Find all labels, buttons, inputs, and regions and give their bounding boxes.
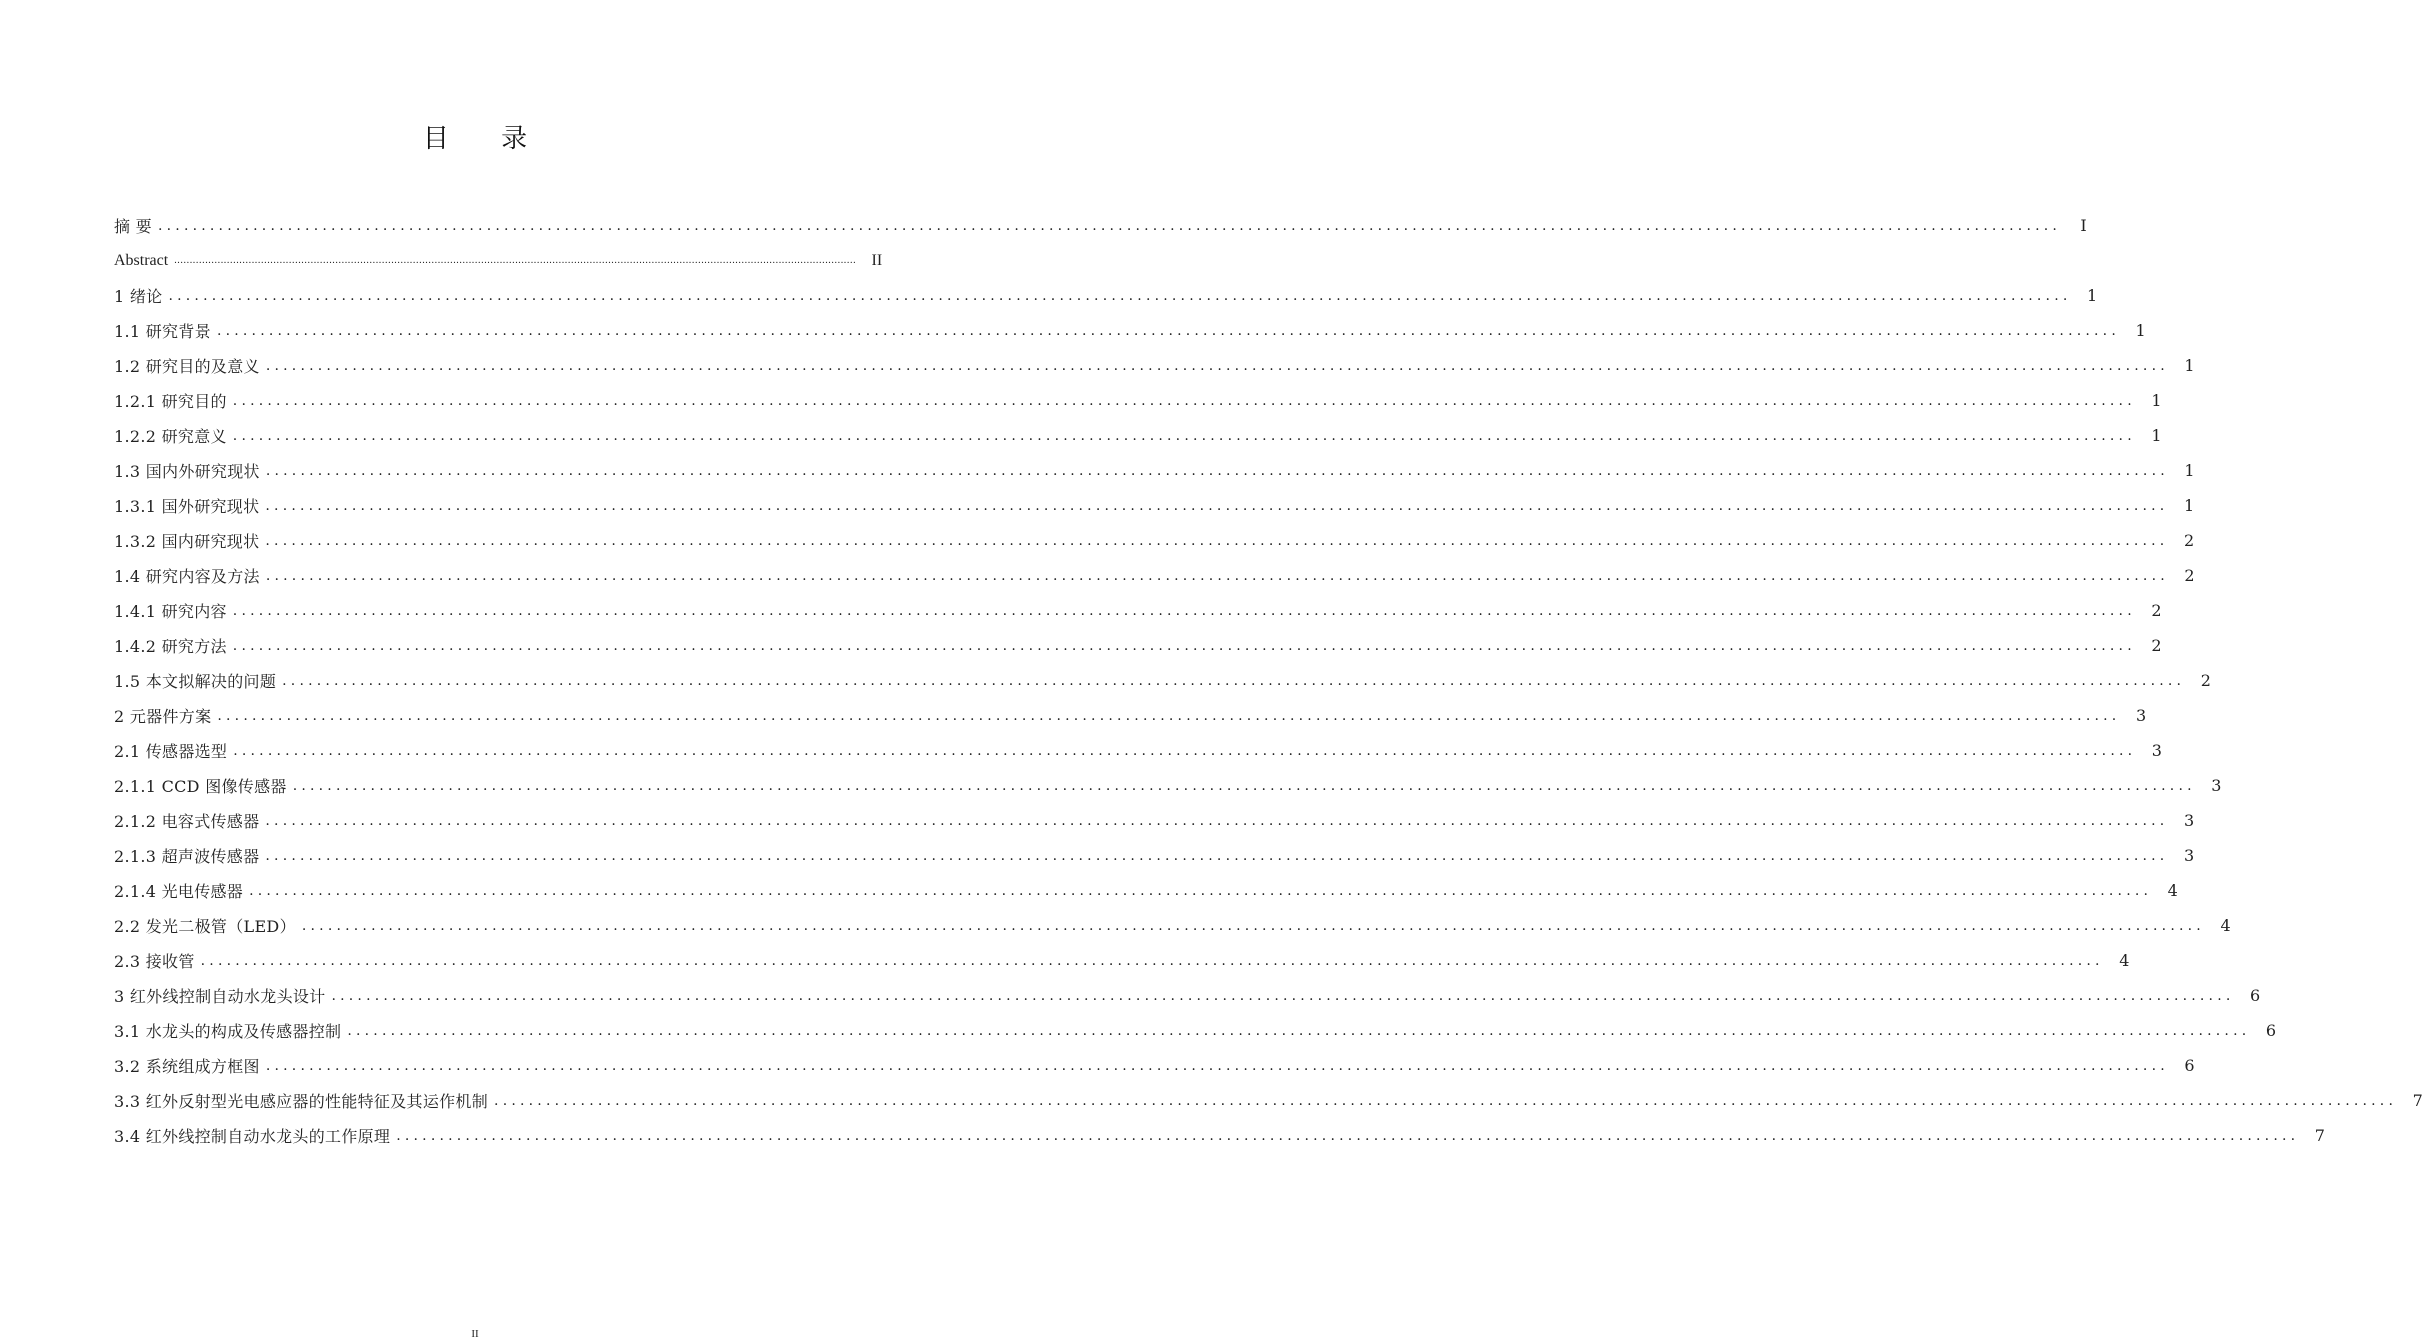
toc-entry[interactable]	[114, 803, 2195, 838]
toc-leader-dots: ............................................................................................................................................................................................................................	[265, 567, 2169, 584]
toc-entry-page-number: 4	[2167, 881, 2179, 900]
toc-entry-page-number: 1	[2151, 426, 2162, 445]
toc-entry-label: 1.1 研究背景	[114, 322, 211, 341]
toc-leader-dots: ............................................................................................................................................................................................................................	[331, 987, 2235, 1004]
toc-leader-dots: ............................................................................................................................................................................................................................	[232, 637, 2136, 654]
toc-entry-label: 3.1 水龙头的构成及传感器控制	[114, 1022, 342, 1041]
toc-leader-dots: ............................................................................................................................................................................................................................	[265, 357, 2169, 374]
toc-leader-dots: ............................................................................................................................................................................................................................	[265, 812, 2169, 829]
toc-entry-label: 2.1.1 CCD 图像传感器	[114, 777, 287, 796]
toc-entry-label: 1.2.2 研究意义	[114, 427, 227, 446]
toc-entry-page-number: 3	[2151, 741, 2163, 760]
toc-leader-dots: ............................................................................................................................................................................................................................	[216, 322, 2120, 339]
toc-entry-page-number: 3	[2183, 846, 2195, 865]
toc-entry-label: 3.3 红外反射型光电感应器的性能特征及其运作机制	[114, 1092, 489, 1111]
toc-entry-page-number: 4	[2220, 916, 2231, 935]
toc-leader-dots: ............................................................................................................................................................................................................................	[494, 1092, 2398, 1109]
toc-entry-page-number: 2	[2151, 601, 2162, 620]
toc-entry-page-number: 3	[2135, 706, 2147, 725]
toc-title: 目 录	[422, 124, 550, 154]
toc-entry-page-number: 1	[2183, 496, 2195, 515]
toc-entry[interactable]	[114, 243, 883, 278]
toc-entry[interactable]	[114, 558, 2195, 593]
toc-list	[114, 208, 2423, 1153]
toc-entry-page-number: 2	[2151, 636, 2162, 655]
toc-entry[interactable]	[114, 313, 2146, 348]
toc-entry-label: 1.5 本文拟解决的问题	[114, 672, 277, 691]
toc-leader-dots: ............................................................................................................................................................................................................................	[168, 287, 2072, 304]
toc-leader-dots: ............................................................................................................................................................................................................................	[347, 1022, 2251, 1039]
toc-entry-label: 1.3.1 国外研究现状	[114, 497, 260, 516]
toc-leader-dots: ............................................................................................................................................................................................................................	[396, 1127, 2300, 1144]
toc-entry-page-number: 4	[2119, 951, 2130, 970]
toc-entry-page-number: 2	[2184, 566, 2195, 585]
toc-entry-page-number: 3	[2211, 776, 2222, 795]
toc-leader-dots: ............................................................................................................................................................................................................................	[233, 742, 2137, 759]
toc-entry[interactable]	[114, 593, 2162, 628]
toc-leader-dots: ............................................................................................................................................................................................................................	[265, 532, 2169, 549]
toc-leader-dots: ............................................................................................................................................................................................................................	[292, 777, 2196, 794]
toc-entry[interactable]	[114, 663, 2212, 698]
toc-leader-dots: ............................................................................................................................................................................................................................	[265, 462, 2169, 479]
toc-leader-dots: ............................................................................................................................................................................................................................	[200, 952, 2104, 969]
toc-entry-page-number: I	[2080, 216, 2088, 235]
toc-entry-page-number: 6	[2184, 1056, 2195, 1075]
toc-leader-dots: ............................................................................................................................................................................................................................	[265, 1057, 2169, 1074]
toc-entry[interactable]	[114, 418, 2162, 453]
toc-entry[interactable]	[114, 698, 2147, 733]
toc-leader-dots: ............................................................................................................................................................................................................................	[232, 392, 2136, 409]
toc-entry[interactable]	[114, 733, 2163, 768]
toc-entry[interactable]	[114, 1048, 2195, 1083]
toc-entry-label: 1.4 研究内容及方法	[114, 567, 260, 586]
toc-entry-page-number: 6	[2250, 986, 2261, 1005]
toc-entry-label: 2.3 接收管	[114, 952, 195, 971]
toc-leader-dots: ............................................................................................................................................................................................................................	[265, 497, 2169, 514]
toc-entry-label: 1.2 研究目的及意义	[114, 357, 260, 376]
toc-entry[interactable]	[114, 488, 2195, 523]
page-number-footer: II	[471, 1328, 479, 1340]
toc-entry[interactable]	[114, 383, 2162, 418]
toc-entry-page-number: 6	[2265, 1021, 2277, 1040]
toc-entry-label: 3 红外线控制自动水龙头设计	[114, 987, 326, 1006]
toc-leader-dots: ............................................................................................................................................................................................................................	[217, 707, 2121, 724]
toc-entry-label: 2.1 传感器选型	[114, 742, 228, 761]
toc-entry-page-number: 3	[2183, 811, 2195, 830]
toc-leader-dots: ............................................................................................................................................................................................................................	[249, 882, 2153, 899]
toc-entry[interactable]	[114, 348, 2195, 383]
toc-entry[interactable]	[114, 208, 2088, 243]
toc-entry[interactable]	[114, 523, 2195, 558]
toc-entry-page-number: 1	[2151, 391, 2162, 410]
toc-entry[interactable]	[114, 1083, 2423, 1118]
toc-entry-page-number: 2	[2183, 531, 2195, 550]
toc-entry-label: 1.3.2 国内研究现状	[114, 532, 260, 551]
toc-leader-dots: ............................................................................................................................................................................................................................	[232, 427, 2136, 444]
toc-entry[interactable]	[114, 908, 2231, 943]
toc-leader-dots: ............................................................................................................................................................................................................................	[174, 255, 857, 266]
toc-entry-page-number: 7	[2314, 1126, 2326, 1145]
toc-entry-label: 1.3 国内外研究现状	[114, 462, 260, 481]
toc-entry[interactable]	[114, 1118, 2326, 1153]
toc-entry-page-number: 1	[2087, 286, 2098, 305]
toc-entry-label: Abstract	[114, 251, 169, 269]
toc-entry[interactable]	[114, 1013, 2277, 1048]
toc-leader-dots: ............................................................................................................................................................................................................................	[301, 917, 2205, 934]
toc-entry-label: 1 绪论	[114, 287, 163, 306]
toc-entry[interactable]	[114, 278, 2098, 313]
toc-entry-page-number: 2	[2200, 671, 2212, 690]
toc-entry-label: 摘 要	[114, 217, 152, 236]
toc-entry[interactable]	[114, 873, 2179, 908]
toc-entry-label: 1.4.1 研究内容	[114, 602, 227, 621]
toc-entry-page-number: 7	[2412, 1091, 2423, 1110]
toc-entry-label: 2.1.3 超声波传感器	[114, 847, 260, 866]
toc-entry-page-number: 1	[2184, 461, 2195, 480]
toc-entry[interactable]	[114, 838, 2195, 873]
toc-entry[interactable]	[114, 628, 2162, 663]
toc-entry-page-number: 1	[2184, 356, 2195, 375]
toc-leader-dots: ............................................................................................................................................................................................................................	[282, 672, 2186, 689]
toc-entry-label: 1.4.2 研究方法	[114, 637, 227, 656]
toc-entry[interactable]	[114, 943, 2130, 978]
toc-entry[interactable]	[114, 453, 2195, 488]
toc-entry-page-number: II	[871, 251, 883, 269]
toc-entry-label: 2 元器件方案	[114, 707, 212, 726]
toc-entry-label: 2.1.2 电容式传感器	[114, 812, 260, 831]
toc-entry-label: 1.2.1 研究目的	[114, 392, 227, 411]
toc-leader-dots: ............................................................................................................................................................................................................................	[158, 217, 2062, 234]
toc-leader-dots: ............................................................................................................................................................................................................................	[232, 602, 2136, 619]
toc-entry[interactable]	[114, 768, 2222, 803]
toc-entry-label: 3.4 红外线控制自动水龙头的工作原理	[114, 1127, 391, 1146]
toc-entry-label: 2.2 发光二极管（LED）	[114, 917, 296, 936]
toc-entry-page-number: 1	[2135, 321, 2146, 340]
toc-entry-label: 3.2 系统组成方框图	[114, 1057, 260, 1076]
toc-leader-dots: ............................................................................................................................................................................................................................	[265, 847, 2169, 864]
toc-entry[interactable]	[114, 978, 2261, 1013]
toc-entry-label: 2.1.4 光电传感器	[114, 882, 244, 901]
